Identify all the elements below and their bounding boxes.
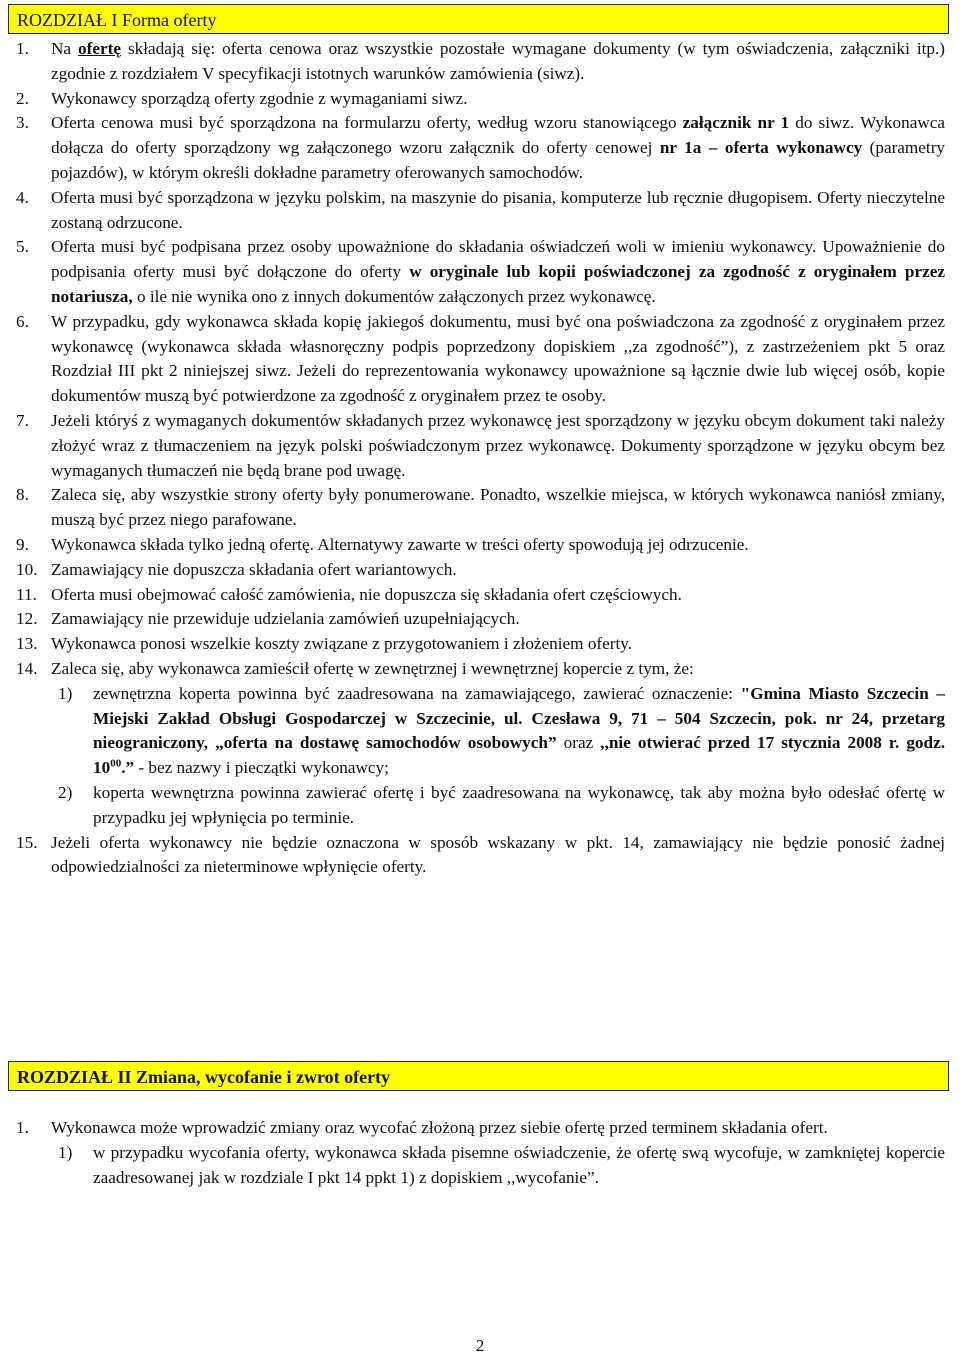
- section-1-heading: ROZDZIAŁ I Forma oferty: [8, 4, 949, 34]
- sub-item-number: 1): [58, 683, 73, 703]
- item-text: Wykonawca składa tylko jedną ofertę. Alternatywy zawarte w treści oferty spowodują jej odrzucenie.: [51, 534, 749, 554]
- list-item: [0, 235, 960, 309]
- item-number: 1.: [16, 1118, 29, 1137]
- item-text: Na ofertę składają się: oferta cenowa oraz wszystkie pozostałe wymagane dokumenty (w tym oświadczenia, załączniki itp.) zgodnie z rozdziałem V specyfikacji istotnych warunków zamówienia (siwz).: [51, 39, 946, 83]
- item-text: Oferta musi obejmować całość zamówienia, nie dopuszcza się składania ofert częściowych.: [51, 584, 682, 604]
- item-text: Zaleca się, aby wykonawca zamieścił ofertę w zewnętrznej i wewnętrznej kopercie z tym, że:: [51, 658, 694, 678]
- page-number: 2: [475, 1336, 485, 1355]
- underlined-term: ofertę: [78, 39, 121, 58]
- list-item: [0, 1116, 960, 1141]
- sub-item-text: koperta wewnętrzna powinna zawierać ofertę i być zaadresowana na wykonawcę, tak aby można było odesłać ofertę w przypadku jej wpłynięcia po terminie.: [93, 782, 945, 827]
- item-number: 7.: [16, 410, 29, 430]
- list-item: [0, 483, 960, 533]
- item-number: 3.: [16, 113, 29, 133]
- item-text: Zamawiający nie dopuszcza składania ofert wariantowych.: [51, 559, 457, 579]
- item-number: 11.: [16, 584, 37, 604]
- item-number: 2.: [16, 88, 29, 108]
- item-text: W przypadku, gdy wykonawca składa kopię jakiegoś dokumentu, musi być ona poświadczona za zgodność z oryginałem przez wykonawcę (wykonawca składa własnoręczny podpis poprzedzony dopiskiem ,,za zgodność”), z zastrzeżeniem pkt 5 oraz Rozdział III pkt 2 niniejszej siwz. Jeżeli do reprezentowania wykonawcy upoważnione są łącznie dwie lub więcej osób, kopie dokumentów muszą być potwierdzone za zgodność z oryginałem przez te osoby.: [51, 311, 945, 406]
- item-text: Zaleca się, aby wszystkie strony oferty były ponumerowane. Ponadto, wszelkie miejsca, w których wykonawca naniósł zmiany, muszą być przez niego parafowane.: [51, 485, 945, 530]
- list-item: [0, 831, 960, 881]
- list-item: [0, 533, 960, 558]
- section-2-heading: ROZDZIAŁ II Zmiana, wycofanie i zwrot oferty: [8, 1061, 949, 1091]
- item-text: Oferta musi być sporządzona w języku polskim, na maszynie do pisania, komputerze lub ręcznie długopisem. Oferty nieczytelne zostaną odrzucone.: [51, 187, 945, 232]
- sub-item: [0, 682, 960, 781]
- item-number: 12.: [16, 609, 38, 629]
- item-text: Wykonawcy sporządzą oferty zgodnie z wymaganiami siwz.: [51, 88, 468, 108]
- item-number: 13.: [16, 634, 38, 654]
- item-text: Wykonawca ponosi wszelkie koszty związane z przygotowaniem i złożeniem oferty.: [51, 634, 633, 654]
- item-number: 10.: [16, 559, 38, 579]
- list-item: [0, 558, 960, 583]
- sub-item-number: 2): [58, 782, 73, 802]
- list-item: [0, 87, 960, 112]
- list-item: [0, 37, 960, 87]
- item-text: Oferta cenowa musi być sporządzona na formularzu oferty, według wzoru stanowiącego załącznik nr 1 do siwz. Wykonawca dołącza do oferty sporządzony wg załączonego wzoru załącznik do oferty cenowej nr 1a – oferta wykonawcy (parametry pojazdów), w którym określi dokładne parametry oferowanych samochodów.: [51, 113, 946, 182]
- list-item: [0, 583, 960, 608]
- list-item: [0, 186, 960, 236]
- item-number: 6.: [16, 311, 29, 331]
- item-number: 8.: [16, 485, 29, 505]
- item-number: 15.: [16, 832, 38, 852]
- sub-item-text: w przypadku wycofania oferty, wykonawca składa pisemne oświadczenie, że ofertę swą wycofuje, w zamkniętej kopercie zaadresowanej jak w rozdziale I pkt 14 ppkt 1) z dopiskiem ,,wycofanie”.: [93, 1142, 945, 1187]
- item-text: Zamawiający nie przewiduje udzielania zamówień uzupełniających.: [51, 609, 520, 629]
- item-text: Oferta musi być podpisana przez osoby upoważnione do składania oświadczeń woli w imieniu wykonawcy. Upoważnienie do podpisania oferty musi być dołączone do oferty w oryginale lub kopii poświadczonej za zgodność z oryginałem przez notariusza, o ile nie wynika ono z innych dokumentów załączonych przez wykonawcę.: [51, 237, 945, 306]
- item-number: 1.: [16, 39, 29, 58]
- section-1-list: [0, 37, 960, 880]
- list-item: [0, 409, 960, 483]
- list-item: [0, 657, 960, 682]
- list-item: [0, 111, 960, 185]
- sub-item: [0, 1141, 960, 1191]
- sub-item-number: 1): [58, 1142, 73, 1162]
- item-text: Jeżeli oferta wykonawcy nie będzie oznaczona w sposób wskazany w pkt. 14, zamawiający nie będzie ponosić żadnej odpowiedzialności za nieterminowe wpłynięcie oferty.: [51, 832, 945, 877]
- list-item: [0, 632, 960, 657]
- item-number: 9.: [16, 534, 29, 554]
- item-text: Wykonawca może wprowadzić zmiany oraz wycofać złożoną przez siebie ofertę przed terminem składania ofert.: [51, 1118, 828, 1137]
- item-number: 4.: [16, 187, 29, 207]
- item-number: 5.: [16, 237, 29, 257]
- sub-item: [0, 781, 960, 831]
- section-2-list: [0, 1116, 960, 1190]
- list-item: [0, 607, 960, 632]
- item-number: 14.: [16, 658, 38, 678]
- list-item: [0, 310, 960, 409]
- sub-item-text: zewnętrzna koperta powinna być zaadresowana na zamawiającego, zawierać oznaczenie: "Gmina Miasto Szczecin – Miejski Zakład Obsługi Gospodarczej w Szczecinie, ul. Czesława 9, 71 – 504 Szczecin, pok. nr 24, przetarg nieograniczony, „oferta na dostawę samochodów osobowych” oraz ,,nie otwierać przed 17 stycznia 2008 r. godz. $10^{00}$.” - bez nazwy i pieczątki wykonawcy;: [93, 683, 946, 778]
- item-text: Jeżeli któryś z wymaganych dokumentów składanych przez wykonawcę jest sporządzony w języku obcym dokument taki należy złożyć wraz z tłumaczeniem na język polski poświadczonym przez wykonawcę. Dokumenty sporządzone w języku obcym bez wymaganych tłumaczeń nie będą brane pod uwagę.: [51, 410, 945, 480]
